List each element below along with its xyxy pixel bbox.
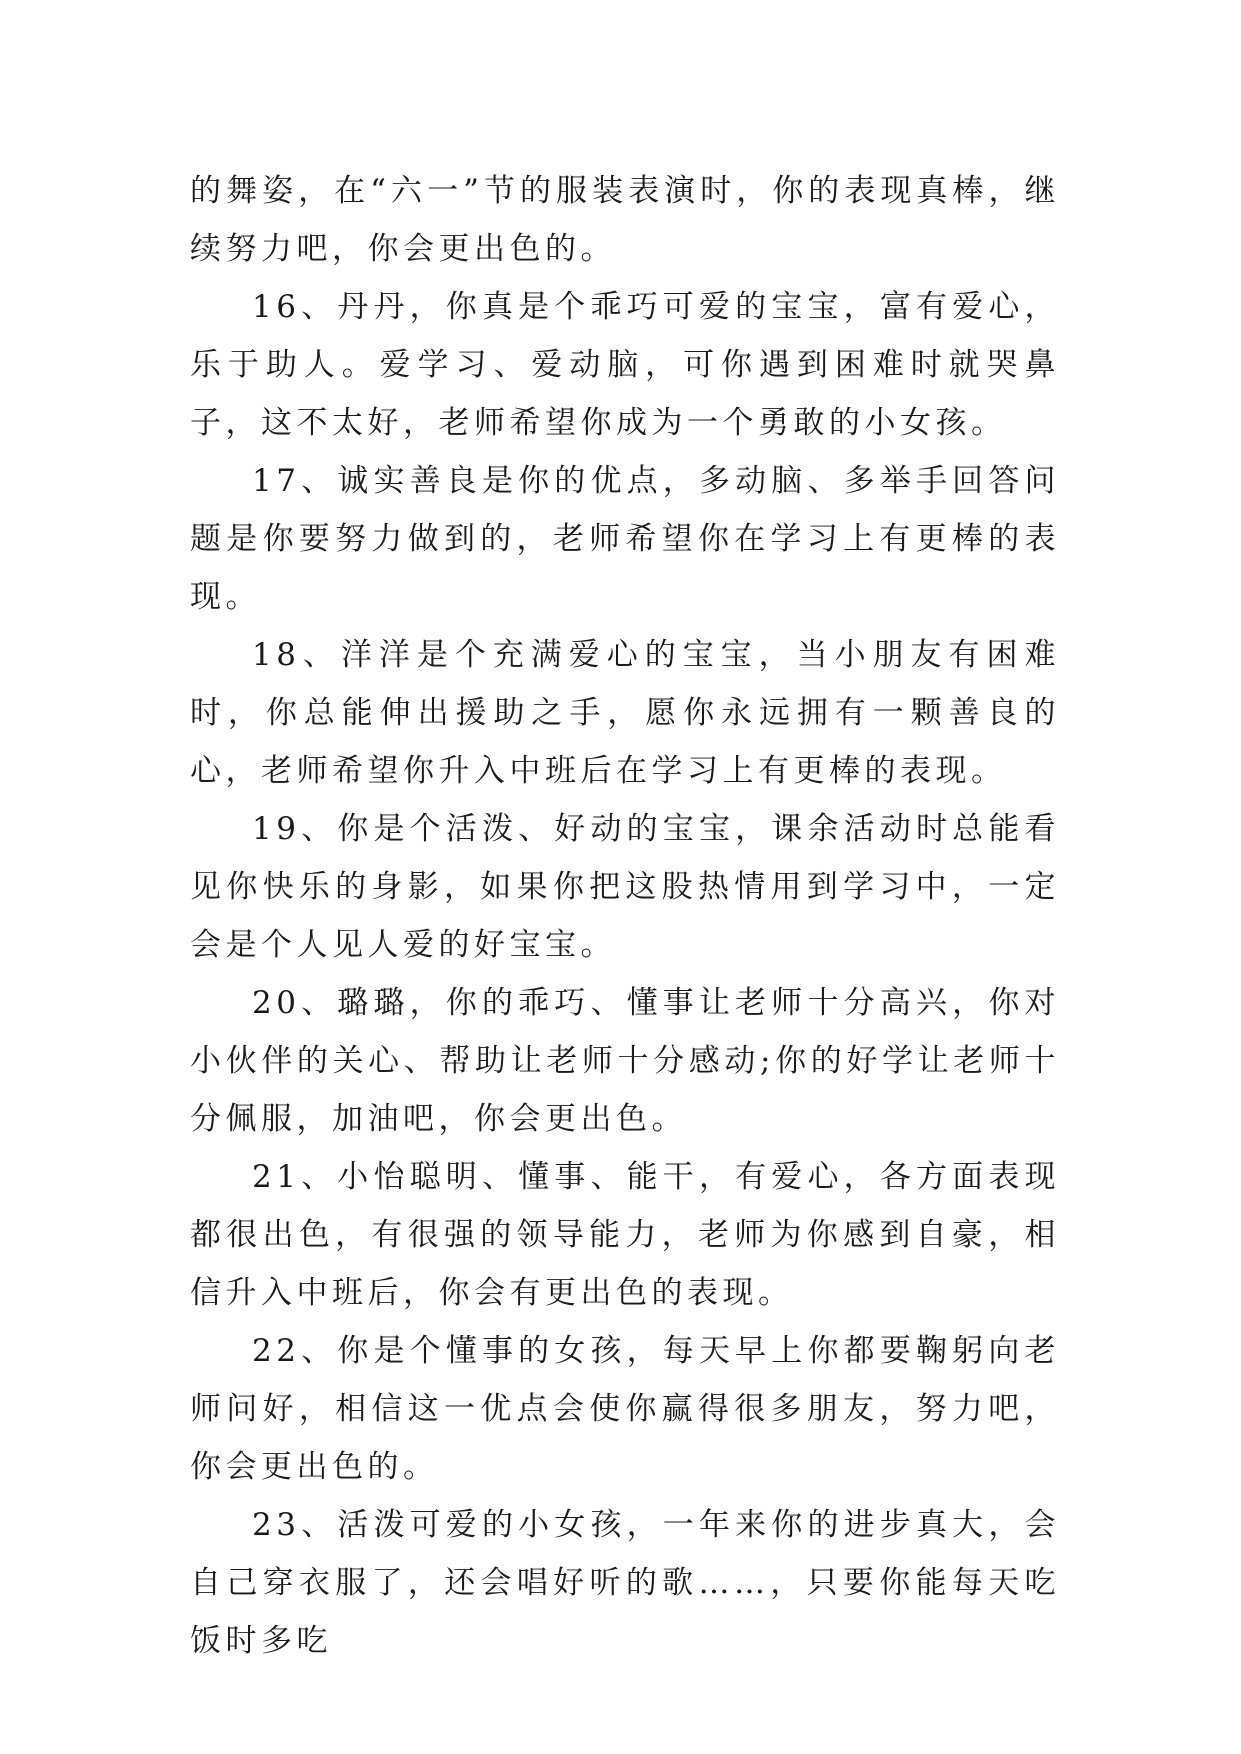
paragraph-22: 22、你是个懂事的女孩，每天早上你都要鞠躬向老师问好，相信这一优点会使你赢得很多朋友，努力吧，你会更出色的。	[190, 1333, 1060, 1485]
paragraph-18: 18、洋洋是个充满爱心的宝宝，当小朋友有困难时，你总能伸出援助之手，愿你永远拥有一颗善良的心，老师希望你升入中班后在学习上有更棒的表现。	[190, 637, 1060, 789]
paragraph-16: 16、丹丹，你真是个乖巧可爱的宝宝，富有爱心，乐于助人。爱学习、爱动脑，可你遇到困难时就哭鼻子，这不太好，老师希望你成为一个勇敢的小女孩。	[190, 289, 1060, 441]
paragraph-17: 17、诚实善良是你的优点，多动脑、多举手回答问题是你要努力做到的，老师希望你在学习上有更棒的表现。	[190, 463, 1060, 615]
paragraph-21: 21、小怡聪明、懂事、能干，有爱心，各方面表现都很出色，有很强的领导能力，老师为你感到自豪，相信升入中班后，你会有更出色的表现。	[190, 1159, 1060, 1311]
paragraph-19: 19、你是个活泼、好动的宝宝，课余活动时总能看见你快乐的身影，如果你把这股热情用到学习中，一定会是个人见人爱的好宝宝。	[190, 811, 1060, 963]
paragraph-23: 23、活泼可爱的小女孩，一年来你的进步真大，会自己穿衣服了，还会唱好听的歌……，只要你能每天吃饭时多吃	[190, 1507, 1060, 1659]
document-body	[190, 162, 1060, 1670]
paragraph-continuation: 的舞姿，在“六一”节的服装表演时，你的表现真棒，继续努力吧，你会更出色的。	[190, 173, 1060, 267]
paragraph-20: 20、璐璐，你的乖巧、懂事让老师十分高兴，你对小伙伴的关心、帮助让老师十分感动;你的好学让老师十分佩服，加油吧，你会更出色。	[190, 985, 1060, 1137]
